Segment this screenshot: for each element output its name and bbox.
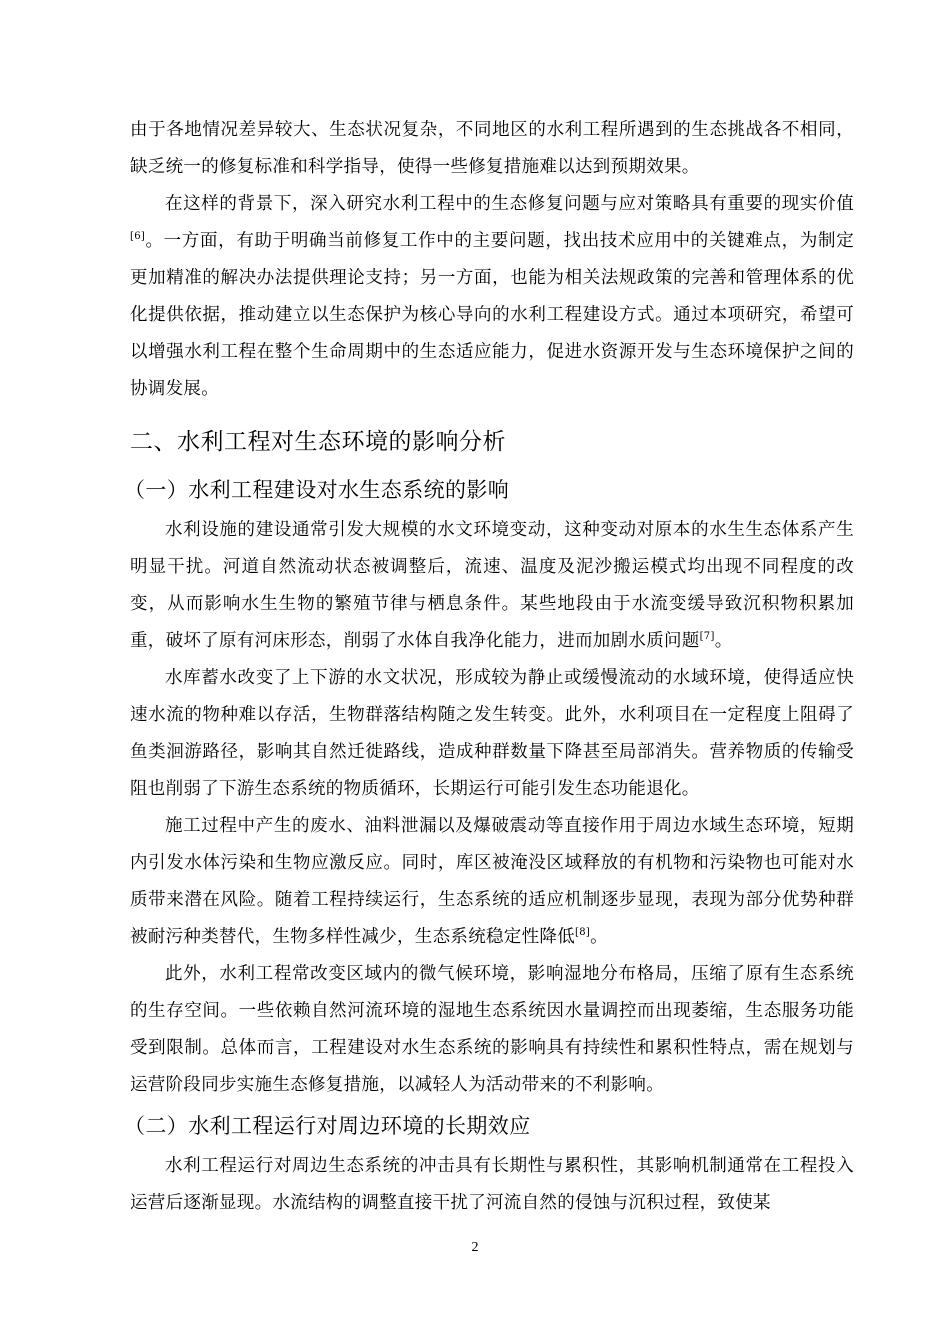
paragraph xyxy=(130,1148,854,1222)
paragraph-text: 水库蓄水改变了上下游的水文状况，形成较为静止或缓慢流动的水域环境，使得适应快速水流的物种难以存活，生物群落结构随之发生转变。此外，水利项目在一定程度上阻碍了鱼类洄游路径，影响其自然迁徙路线，造成种群数量下降甚至局部消失。营养物质的传输受阻也削弱了下游生态系统的物质循环，长期运行可能引发生态功能退化。 xyxy=(130,668,854,799)
section-heading: 二、水利工程对生态环境的影响分析 xyxy=(130,429,506,455)
subsection-heading: （一）水利工程建设对水生态系统的影响 xyxy=(124,478,510,502)
citation-ref: [8] xyxy=(575,927,591,939)
paragraph-continued xyxy=(130,112,854,186)
subsection-heading: （二）水利工程运行对周边环境的长期效应 xyxy=(124,1114,531,1138)
paragraph-text: 由于各地情况差异较大、生态状况复杂，不同地区的水利工程所遇到的生态挑战各不相同，缺乏统一的修复标准和科学指导，使得一些修复措施难以达到预期效果。 xyxy=(130,120,854,177)
paragraph-text-tail: 。 xyxy=(714,631,733,651)
paragraph xyxy=(130,956,854,1104)
paragraph-text: 施工过程中产生的废水、油料泄漏以及爆破震动等直接作用于周边水域生态环境，短期内引发水体污染和生物应激反应。同时，库区被淹没区域释放的有机物和污染物也可能对水质带来潜在风险。随着工程持续运行，生态系统的适应机制逐步显现，表现为部分优势种群被耐污种类替代，生物多样性减少，生态系统稳定性降低 xyxy=(130,816,854,947)
paragraph xyxy=(130,512,854,660)
paragraph xyxy=(130,808,854,956)
paragraph-text: 水利工程运行对周边生态系统的冲击具有长期性与累积性，其影响机制通常在工程投入运营后逐渐显现。水流结构的调整直接干扰了河流自然的侵蚀与沉积过程，致使某 xyxy=(130,1156,854,1213)
paragraph-text: 在这样的背景下，深入研究水利工程中的生态修复问题与应对策略具有重要的现实价值 xyxy=(165,194,854,214)
paragraph xyxy=(130,660,854,808)
page-body xyxy=(124,112,854,1222)
paragraph xyxy=(130,186,854,408)
citation-ref: [6] xyxy=(130,231,146,243)
citation-ref: [7] xyxy=(699,631,715,643)
paragraph-text: 水利设施的建设通常引发大规模的水文环境变动，这种变动对原本的水生生态体系产生明显干扰。河道自然流动状态被调整后，流速、温度及泥沙搬运模式均出现不同程度的改变，从而影响水生生物的繁殖节律与栖息条件。某些地段由于水流变缓导致沉积物积累加重，破坏了原有河床形态，削弱了水体自我净化能力，进而加剧水质问题 xyxy=(130,520,854,651)
paragraph-text: 此外，水利工程常改变区域内的微气候环境，影响湿地分布格局，压缩了原有生态系统的生存空间。一些依赖自然河流环境的湿地生态系统因水量调控而出现萎缩，生态服务功能受到限制。总体而言，工程建设对水生态系统的影响具有持续性和累积性特点，需在规划与运营阶段同步实施生态修复措施，以减轻人为活动带来的不利影响。 xyxy=(130,964,854,1095)
page-number: 2 xyxy=(471,1240,479,1255)
paragraph-text-tail: 。 xyxy=(590,927,608,947)
paragraph-text-tail: 。一方面，有助于明确当前修复工作中的主要问题，找出技术应用中的关键难点，为制定更加精准的解决办法提供理论支持；另一方面，也能为相关法规政策的完善和管理体系的优化提供依据，推动建立以生态保护为核心导向的水利工程建设方式。通过本项研究，希望可以增强水利工程在整个生命周期中的生态适应能力，促进水资源开发与生态环境保护之间的协调发展。 xyxy=(130,231,854,399)
